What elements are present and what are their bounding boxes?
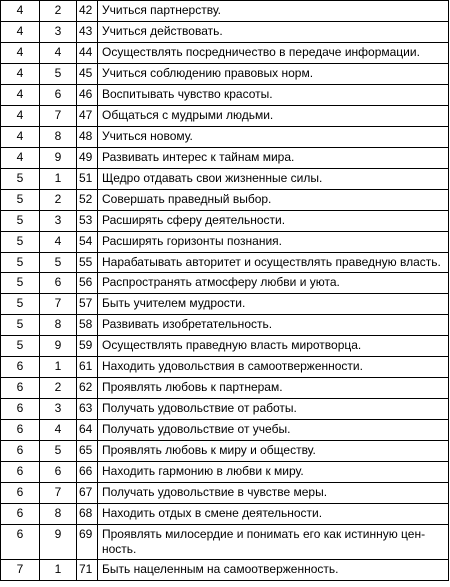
cell-description: Находить удовольствия в самоотверженности. <box>98 357 449 378</box>
cell-second-number: 3 <box>40 399 77 420</box>
cell-first-number: 6 <box>1 462 40 483</box>
cell-description: Находить отдых в смене деятельности. <box>98 504 449 525</box>
cell-second-number: 1 <box>40 169 77 190</box>
table-row <box>1 211 449 232</box>
cell-first-number: 4 <box>1 148 40 169</box>
table-row <box>1 357 449 378</box>
cell-combined-number: 57 <box>77 294 98 315</box>
cell-second-number: 8 <box>40 315 77 336</box>
cell-second-number: 1 <box>40 560 77 581</box>
cell-combined-number: 62 <box>77 378 98 399</box>
cell-combined-number: 61 <box>77 357 98 378</box>
cell-second-number: 7 <box>40 483 77 504</box>
cell-second-number: 5 <box>40 441 77 462</box>
cell-first-number: 5 <box>1 211 40 232</box>
cell-first-number: 6 <box>1 441 40 462</box>
cell-second-number: 6 <box>40 85 77 106</box>
cell-second-number: 2 <box>40 1 77 22</box>
cell-description: Учиться соблюдению правовых норм. <box>98 64 449 85</box>
cell-combined-number: 64 <box>77 420 98 441</box>
cell-second-number: 2 <box>40 190 77 211</box>
table-row <box>1 1 449 22</box>
cell-description: Осуществлять праведную власть миротворца. <box>98 336 449 357</box>
cell-first-number: 5 <box>1 253 40 273</box>
table-row <box>1 560 449 581</box>
table-row <box>1 273 449 294</box>
cell-description: Учиться партнерству. <box>98 1 449 22</box>
cell-first-number: 4 <box>1 64 40 85</box>
cell-first-number: 5 <box>1 336 40 357</box>
cell-description: Проявлять любовь к миру и обществу. <box>98 441 449 462</box>
table-row <box>1 85 449 106</box>
cell-second-number: 6 <box>40 462 77 483</box>
cell-combined-number: 56 <box>77 273 98 294</box>
cell-second-number: 8 <box>40 127 77 148</box>
cell-second-number: 4 <box>40 232 77 253</box>
cell-description: Проявлять милосердие и понимать его как истинную цен-ность. <box>98 525 449 560</box>
table-row <box>1 169 449 190</box>
cell-combined-number: 43 <box>77 22 98 43</box>
cell-combined-number: 66 <box>77 462 98 483</box>
cell-combined-number: 42 <box>77 1 98 22</box>
table-row <box>1 294 449 315</box>
cell-combined-number: 65 <box>77 441 98 462</box>
table-row <box>1 106 449 127</box>
table-row <box>1 462 449 483</box>
table-row <box>1 148 449 169</box>
table-row <box>1 504 449 525</box>
table-row <box>1 253 449 273</box>
cell-description: Учиться новому. <box>98 127 449 148</box>
cell-description: Быть учителем мудрости. <box>98 294 449 315</box>
cell-combined-number: 47 <box>77 106 98 127</box>
cell-combined-number: 44 <box>77 43 98 64</box>
cell-second-number: 7 <box>40 106 77 127</box>
cell-description: Нарабатывать авторитет и осуществлять праведную власть. <box>98 253 449 273</box>
cell-first-number: 4 <box>1 43 40 64</box>
cell-first-number: 6 <box>1 420 40 441</box>
cell-description: Получать удовольствие от учебы. <box>98 420 449 441</box>
cell-combined-number: 52 <box>77 190 98 211</box>
cell-second-number: 9 <box>40 148 77 169</box>
cell-first-number: 5 <box>1 190 40 211</box>
table-row <box>1 336 449 357</box>
cell-combined-number: 45 <box>77 64 98 85</box>
cell-combined-number: 53 <box>77 211 98 232</box>
cell-combined-number: 58 <box>77 315 98 336</box>
cell-description: Проявлять любовь к партнерам. <box>98 378 449 399</box>
cell-description: Быть нацеленным на самоотверженность. <box>98 560 449 581</box>
cell-combined-number: 49 <box>77 148 98 169</box>
cell-description: Учиться действовать. <box>98 22 449 43</box>
cell-description: Получать удовольствие от работы. <box>98 399 449 420</box>
table-row <box>1 43 449 64</box>
cell-description: Развивать изобретательность. <box>98 315 449 336</box>
cell-description: Совершать праведный выбор. <box>98 190 449 211</box>
cell-combined-number: 46 <box>77 85 98 106</box>
table-row <box>1 190 449 211</box>
cell-first-number: 5 <box>1 273 40 294</box>
cell-second-number: 4 <box>40 420 77 441</box>
cell-description: Осуществлять посредничество в передаче информации. <box>98 43 449 64</box>
cell-second-number: 6 <box>40 273 77 294</box>
cell-first-number: 6 <box>1 378 40 399</box>
cell-first-number: 5 <box>1 294 40 315</box>
table-body <box>1 1 449 581</box>
table-row <box>1 64 449 85</box>
cell-combined-number: 48 <box>77 127 98 148</box>
cell-description: Получать удовольствие в чувстве меры. <box>98 483 449 504</box>
cell-description: Общаться с мудрыми людьми. <box>98 106 449 127</box>
cell-combined-number: 55 <box>77 253 98 273</box>
cell-combined-number: 71 <box>77 560 98 581</box>
cell-combined-number: 67 <box>77 483 98 504</box>
cell-second-number: 8 <box>40 504 77 525</box>
table-row <box>1 525 449 560</box>
cell-second-number: 2 <box>40 378 77 399</box>
cell-combined-number: 59 <box>77 336 98 357</box>
cell-combined-number: 54 <box>77 232 98 253</box>
cell-first-number: 5 <box>1 169 40 190</box>
cell-description: Расширять сферу деятельности. <box>98 211 449 232</box>
cell-description: Развивать интерес к тайнам мира. <box>98 148 449 169</box>
cell-second-number: 5 <box>40 64 77 85</box>
cell-second-number: 7 <box>40 294 77 315</box>
cell-first-number: 6 <box>1 504 40 525</box>
cell-second-number: 9 <box>40 525 77 560</box>
table-row <box>1 315 449 336</box>
table-row <box>1 483 449 504</box>
cell-description: Распространять атмосферу любви и уюта. <box>98 273 449 294</box>
table-row <box>1 399 449 420</box>
cell-first-number: 4 <box>1 127 40 148</box>
table-row <box>1 420 449 441</box>
cell-combined-number: 69 <box>77 525 98 560</box>
cell-combined-number: 68 <box>77 504 98 525</box>
cell-second-number: 5 <box>40 253 77 273</box>
cell-second-number: 9 <box>40 336 77 357</box>
table-row <box>1 22 449 43</box>
cell-first-number: 6 <box>1 357 40 378</box>
cell-first-number: 6 <box>1 525 40 560</box>
cell-first-number: 4 <box>1 1 40 22</box>
cell-first-number: 4 <box>1 22 40 43</box>
cell-description: Находить гармонию в любви к миру. <box>98 462 449 483</box>
cell-second-number: 3 <box>40 211 77 232</box>
table-row <box>1 232 449 253</box>
cell-combined-number: 63 <box>77 399 98 420</box>
cell-combined-number: 51 <box>77 169 98 190</box>
cell-first-number: 4 <box>1 106 40 127</box>
table-row <box>1 127 449 148</box>
cell-first-number: 5 <box>1 232 40 253</box>
cell-description: Расширять горизонты познания. <box>98 232 449 253</box>
cell-second-number: 4 <box>40 43 77 64</box>
cell-first-number: 6 <box>1 483 40 504</box>
cell-first-number: 5 <box>1 315 40 336</box>
cell-description: Щедро отдавать свои жизненные силы. <box>98 169 449 190</box>
cell-first-number: 4 <box>1 85 40 106</box>
cell-second-number: 1 <box>40 357 77 378</box>
table-row <box>1 378 449 399</box>
cell-first-number: 7 <box>1 560 40 581</box>
cell-second-number: 3 <box>40 22 77 43</box>
cell-description: Воспитывать чувство красоты. <box>98 85 449 106</box>
table-row <box>1 441 449 462</box>
cell-first-number: 6 <box>1 399 40 420</box>
